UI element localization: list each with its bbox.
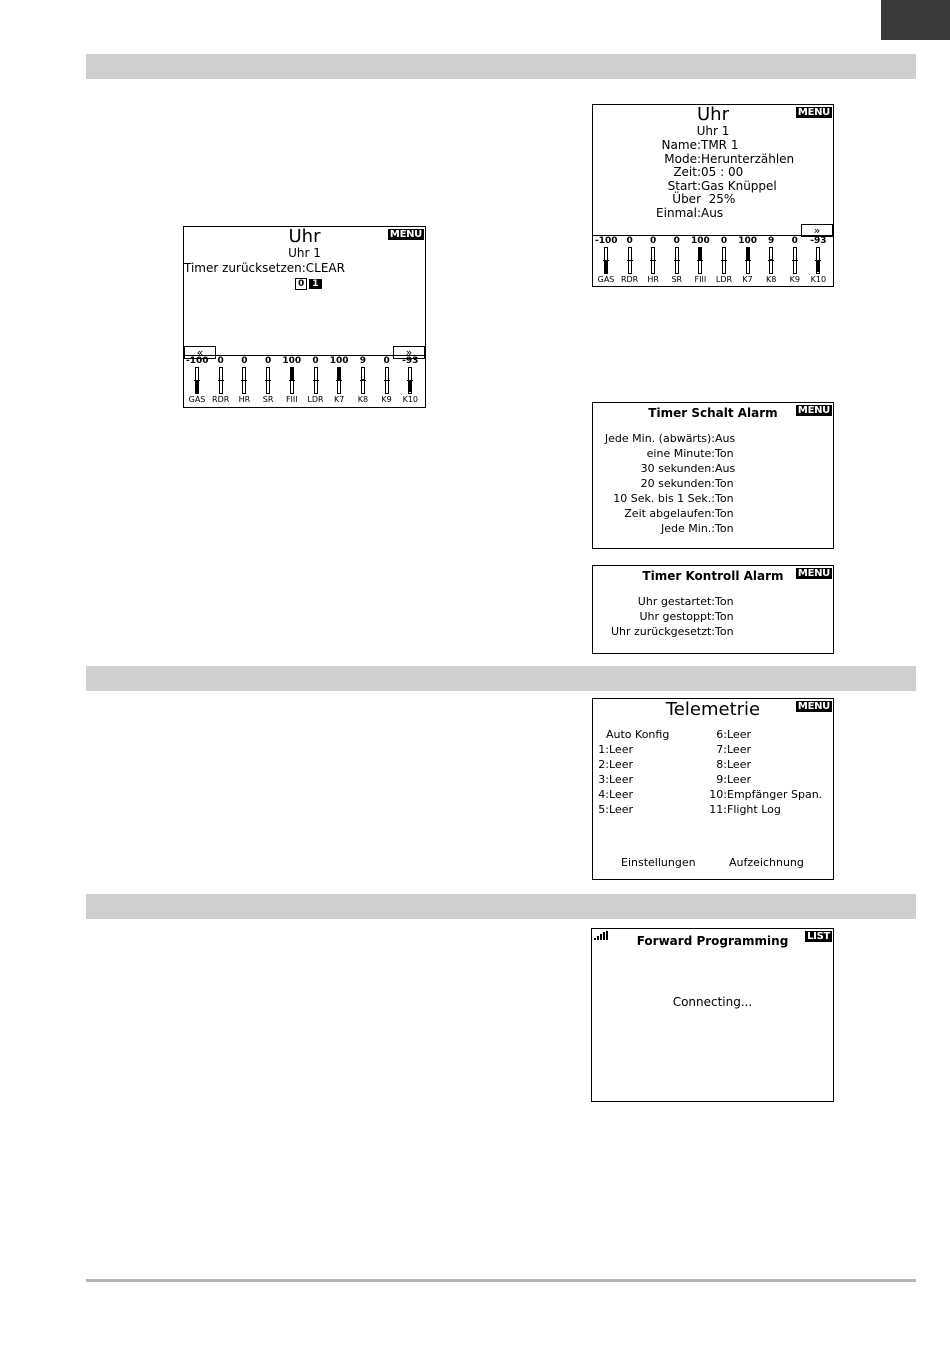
channel-monitor xyxy=(593,235,833,286)
channel-level-fill xyxy=(770,259,772,260)
telemetry-slot[interactable] xyxy=(593,802,633,817)
telemetry-slot[interactable] xyxy=(697,742,822,757)
alarm-label: Uhr zurückgesetzt: xyxy=(610,625,715,638)
channel-k9 xyxy=(784,236,806,286)
channel-rdr xyxy=(210,356,232,407)
menu-tag[interactable]: MENÜ xyxy=(797,405,830,416)
screen-title: Uhr xyxy=(288,226,321,247)
alarm-value[interactable]: Ton xyxy=(715,610,734,623)
telemetry-slot[interactable] xyxy=(697,757,822,772)
setting-row[interactable] xyxy=(593,166,833,180)
alarm-value[interactable]: Ton xyxy=(715,595,734,608)
channel-bar xyxy=(698,247,702,274)
channel-k9 xyxy=(376,356,398,407)
channel-bar xyxy=(195,367,199,394)
slot-value[interactable]: Leer xyxy=(609,743,633,756)
toggle-on[interactable]: 1 xyxy=(309,279,321,289)
channel-name: RDR xyxy=(212,395,230,404)
channel-value: 0 xyxy=(650,236,657,246)
channel-value: -93 xyxy=(402,356,419,366)
reset-label: Timer zurücksetzen: xyxy=(184,261,306,275)
channel-name: LDR xyxy=(307,395,324,404)
slot-number: 9: xyxy=(716,773,727,786)
channel-sr xyxy=(257,356,279,407)
alarm-row[interactable] xyxy=(593,609,734,624)
slot-number: 7: xyxy=(716,743,727,756)
setting-label: Mode: xyxy=(664,151,701,166)
recording-button[interactable]: Aufzeichnung xyxy=(729,856,804,869)
screen-clock-settings xyxy=(592,104,834,287)
setting-value[interactable]: 05 : 00 xyxy=(701,165,744,179)
alarm-label: eine Minute: xyxy=(646,447,715,460)
channel-bar xyxy=(651,247,655,274)
alarm-label: 30 sekunden: xyxy=(640,462,715,475)
alarm-value[interactable]: Ton xyxy=(715,625,734,638)
channel-gas xyxy=(595,236,617,286)
screen-timer-switch-alarm xyxy=(592,402,834,549)
channel-center-mark xyxy=(241,380,247,381)
screen-title: Uhr xyxy=(697,104,729,125)
channel-name: HR xyxy=(647,275,659,284)
telemetry-left-column xyxy=(593,742,633,817)
alarm-label: Zeit abgelaufen: xyxy=(624,507,715,520)
channel-level-fill xyxy=(747,248,749,261)
channel-name: K9 xyxy=(381,395,392,404)
screen-subtitle: Uhr 1 xyxy=(696,124,730,138)
next-button[interactable]: » xyxy=(801,224,833,237)
channel-value: 100 xyxy=(690,236,710,246)
setting-value[interactable]: TMR 1 xyxy=(701,138,739,152)
telemetry-slot[interactable] xyxy=(593,757,633,772)
channel-ldr xyxy=(305,356,327,407)
channel-name: K7 xyxy=(334,395,345,404)
connection-status: Connecting... xyxy=(672,995,753,1009)
alarm-label: 10 Sek. bis 1 Sek.: xyxy=(613,492,715,505)
channel-bar xyxy=(769,247,773,274)
channel-value: 0 xyxy=(264,356,272,366)
channel-name: HR xyxy=(238,395,251,404)
channel-fiii xyxy=(281,356,303,407)
channel-bar xyxy=(816,247,820,274)
channel-rdr xyxy=(619,236,641,286)
channel-name: SR xyxy=(671,275,683,284)
channel-value: 9 xyxy=(768,236,775,246)
channel-value: -100 xyxy=(186,356,209,366)
channel-level-fill xyxy=(338,368,340,381)
telemetry-slot[interactable] xyxy=(697,787,822,802)
slot-value[interactable]: Flight Log xyxy=(727,803,781,816)
alarm-label: 20 sekunden: xyxy=(640,477,715,490)
alarm-row[interactable] xyxy=(593,594,734,609)
channel-gas xyxy=(186,356,208,407)
channel-center-mark xyxy=(265,380,271,381)
screen-title: Timer Kontroll Alarm xyxy=(642,569,784,583)
toggle-off[interactable]: 0 xyxy=(295,278,307,290)
channel-name: LDR xyxy=(715,275,733,284)
channel-name: FIII xyxy=(285,395,298,404)
channel-bar xyxy=(361,367,365,394)
screen-title: Timer Schalt Alarm xyxy=(648,406,778,420)
channel-name: K7 xyxy=(742,275,753,284)
channel-name: SR xyxy=(262,395,274,404)
telemetry-slot[interactable] xyxy=(697,727,822,742)
next-button[interactable]: » xyxy=(393,346,425,359)
section-band-3 xyxy=(86,894,916,919)
slot-number: 5: xyxy=(598,803,609,816)
channel-sr xyxy=(666,236,688,286)
menu-tag[interactable]: MENÜ xyxy=(389,229,422,240)
slot-value[interactable]: Leer xyxy=(727,728,751,741)
alarm-label: Jede Min.: xyxy=(661,522,715,535)
channel-name: K9 xyxy=(789,275,800,284)
channel-center-mark xyxy=(627,260,633,261)
setting-value[interactable]: Herunterzählen xyxy=(701,151,795,166)
menu-tag[interactable]: MENÜ xyxy=(797,107,830,118)
alarm-row[interactable] xyxy=(593,521,735,536)
channel-k7 xyxy=(737,236,759,286)
slot-value[interactable]: Leer xyxy=(727,758,751,771)
setting-label: Über xyxy=(672,192,701,206)
screen-timer-control-alarm xyxy=(592,565,834,654)
channel-bar xyxy=(314,367,318,394)
channel-fiii xyxy=(689,236,711,286)
channel-bar xyxy=(266,367,270,394)
screen-title: Telemetrie xyxy=(665,699,761,720)
alarm-row[interactable] xyxy=(593,624,734,639)
list-tag[interactable]: LIST xyxy=(807,931,830,942)
channel-value: 0 xyxy=(673,236,680,246)
channel-level-fill xyxy=(362,379,364,380)
slot-value[interactable]: Leer xyxy=(609,773,633,786)
channel-level-fill xyxy=(409,381,411,393)
channel-value: 9 xyxy=(359,356,367,366)
channel-bar xyxy=(242,367,246,394)
reset-value[interactable]: CLEAR xyxy=(305,261,345,275)
setting-value[interactable]: Gas Knüppel xyxy=(701,178,777,193)
channel-name: K8 xyxy=(357,395,369,404)
section-band-1 xyxy=(86,54,916,79)
reset-row xyxy=(184,261,345,276)
slot-value[interactable]: Leer xyxy=(609,803,633,816)
alarm-value[interactable]: Ton xyxy=(715,492,734,505)
channel-center-mark xyxy=(218,380,224,381)
slot-number: 11: xyxy=(709,803,727,816)
clock-settings-rows xyxy=(593,139,833,220)
footer-rule xyxy=(86,1279,916,1282)
channel-center-mark xyxy=(674,260,680,261)
setting-label: Start: xyxy=(667,178,701,193)
setting-label: Einmal: xyxy=(656,205,701,220)
reset-toggle[interactable] xyxy=(295,279,322,289)
channel-value: 0 xyxy=(383,356,390,366)
alarm-row[interactable] xyxy=(593,446,735,461)
channel-name: FIII xyxy=(694,275,707,284)
telemetry-slot[interactable] xyxy=(593,742,633,757)
alarm-row[interactable] xyxy=(593,431,735,446)
slot-number: 1: xyxy=(598,743,609,756)
channel-monitor xyxy=(184,355,425,407)
slot-number: 2: xyxy=(598,758,609,771)
channel-k8 xyxy=(352,356,374,407)
setting-row[interactable] xyxy=(593,207,833,221)
alarm-label: Jede Min. (abwärts): xyxy=(604,432,715,445)
alarm-value[interactable]: Ton xyxy=(715,507,734,520)
alarm-row[interactable] xyxy=(593,506,735,521)
channel-name: K10 xyxy=(402,395,419,404)
alarm-value[interactable]: Ton xyxy=(715,522,734,535)
channel-value: 0 xyxy=(720,236,728,246)
slot-number: 3: xyxy=(598,773,609,786)
channel-value: 100 xyxy=(329,356,349,366)
telemetry-slot[interactable] xyxy=(697,802,822,817)
channel-bar xyxy=(408,367,412,394)
channel-name: K8 xyxy=(766,275,777,284)
screen-telemetry xyxy=(592,698,834,880)
channel-center-mark xyxy=(650,260,656,261)
menu-tag[interactable]: MENÜ xyxy=(797,568,830,579)
alarm-row[interactable] xyxy=(593,491,735,506)
setting-row[interactable] xyxy=(593,153,833,167)
channel-k10 xyxy=(399,356,421,407)
slot-value[interactable]: Leer xyxy=(609,788,633,801)
channel-bar xyxy=(219,367,223,394)
alarm-label: Uhr gestoppt: xyxy=(639,610,715,623)
setting-row[interactable] xyxy=(593,139,833,153)
telemetry-slot[interactable] xyxy=(697,772,822,787)
channel-center-mark xyxy=(384,380,390,381)
setting-value[interactable]: 25% xyxy=(701,192,736,206)
setting-row[interactable] xyxy=(593,180,833,194)
channel-hr xyxy=(233,356,255,407)
menu-tag[interactable]: MENÜ xyxy=(797,701,830,712)
channel-value: 0 xyxy=(791,236,798,246)
telemetry-right-column xyxy=(697,727,822,817)
telemetry-slot[interactable] xyxy=(593,787,633,802)
channel-center-mark xyxy=(313,380,319,381)
channel-bar xyxy=(385,367,389,394)
alarm-label: Uhr gestartet: xyxy=(637,595,715,608)
channel-value: -93 xyxy=(810,236,827,246)
alarm-row[interactable] xyxy=(593,461,735,476)
prev-button[interactable]: « xyxy=(184,346,216,359)
setting-label: Name: xyxy=(661,138,701,152)
channel-name: K10 xyxy=(810,275,827,284)
channel-value: 100 xyxy=(282,356,302,366)
channel-value: 0 xyxy=(626,236,633,246)
channel-bar xyxy=(628,247,632,274)
channel-ldr xyxy=(713,236,735,286)
alarm-value[interactable]: Aus xyxy=(715,462,736,475)
channel-bar xyxy=(290,367,294,394)
slot-number: 8: xyxy=(716,758,727,771)
channel-bar xyxy=(722,247,726,274)
settings-button[interactable]: Einstellungen xyxy=(621,856,696,869)
channel-level-fill xyxy=(699,248,701,261)
channel-k8 xyxy=(760,236,782,286)
channel-value: 0 xyxy=(217,356,224,366)
channel-hr xyxy=(642,236,664,286)
switch-alarm-rows xyxy=(593,431,735,536)
auto-config-item[interactable]: Auto Konfig xyxy=(606,728,670,741)
channel-level-fill xyxy=(605,261,607,274)
section-band-2 xyxy=(86,666,916,691)
channel-bar xyxy=(675,247,679,274)
channel-value: 100 xyxy=(738,236,757,246)
slot-value[interactable]: Leer xyxy=(727,743,751,756)
channel-value: -100 xyxy=(595,236,618,246)
channel-k10 xyxy=(807,236,829,286)
channel-name: RDR xyxy=(620,275,639,284)
slot-value[interactable]: Leer xyxy=(609,758,633,771)
channel-bar xyxy=(746,247,750,274)
alarm-value[interactable]: Ton xyxy=(715,477,734,490)
slot-number: 10: xyxy=(709,788,727,801)
channel-k7 xyxy=(328,356,350,407)
alarm-row[interactable] xyxy=(593,476,735,491)
telemetry-slot[interactable] xyxy=(593,772,633,787)
channel-level-fill xyxy=(196,381,198,394)
channel-level-fill xyxy=(817,261,819,273)
setting-label: Zeit: xyxy=(673,165,701,179)
channel-value: 0 xyxy=(241,356,248,366)
channel-bar xyxy=(604,247,608,274)
slot-number: 6: xyxy=(716,728,727,741)
setting-value[interactable]: Aus xyxy=(701,205,724,220)
page-corner-tab xyxy=(881,0,950,40)
slot-number: 4: xyxy=(598,788,609,801)
screen-clock-reset xyxy=(183,226,426,408)
slot-value[interactable]: Empfänger Span. xyxy=(727,788,823,801)
screen-title: Forward Programming xyxy=(636,934,789,948)
channel-center-mark xyxy=(721,260,727,261)
channel-bar xyxy=(337,367,341,394)
alarm-value[interactable]: Ton xyxy=(715,447,734,460)
channel-level-fill xyxy=(291,368,293,381)
channel-bar xyxy=(793,247,797,274)
channel-center-mark xyxy=(792,260,798,261)
screen-subtitle: Uhr 1 xyxy=(288,246,321,260)
channel-name: GAS xyxy=(597,275,615,284)
slot-value[interactable]: Leer xyxy=(727,773,751,786)
screen-forward-programming xyxy=(591,928,834,1102)
control-alarm-rows xyxy=(593,594,734,639)
alarm-value[interactable]: Aus xyxy=(715,432,736,445)
setting-row[interactable] xyxy=(593,193,833,207)
channel-value: 0 xyxy=(312,356,319,366)
channel-name: GAS xyxy=(188,395,206,404)
